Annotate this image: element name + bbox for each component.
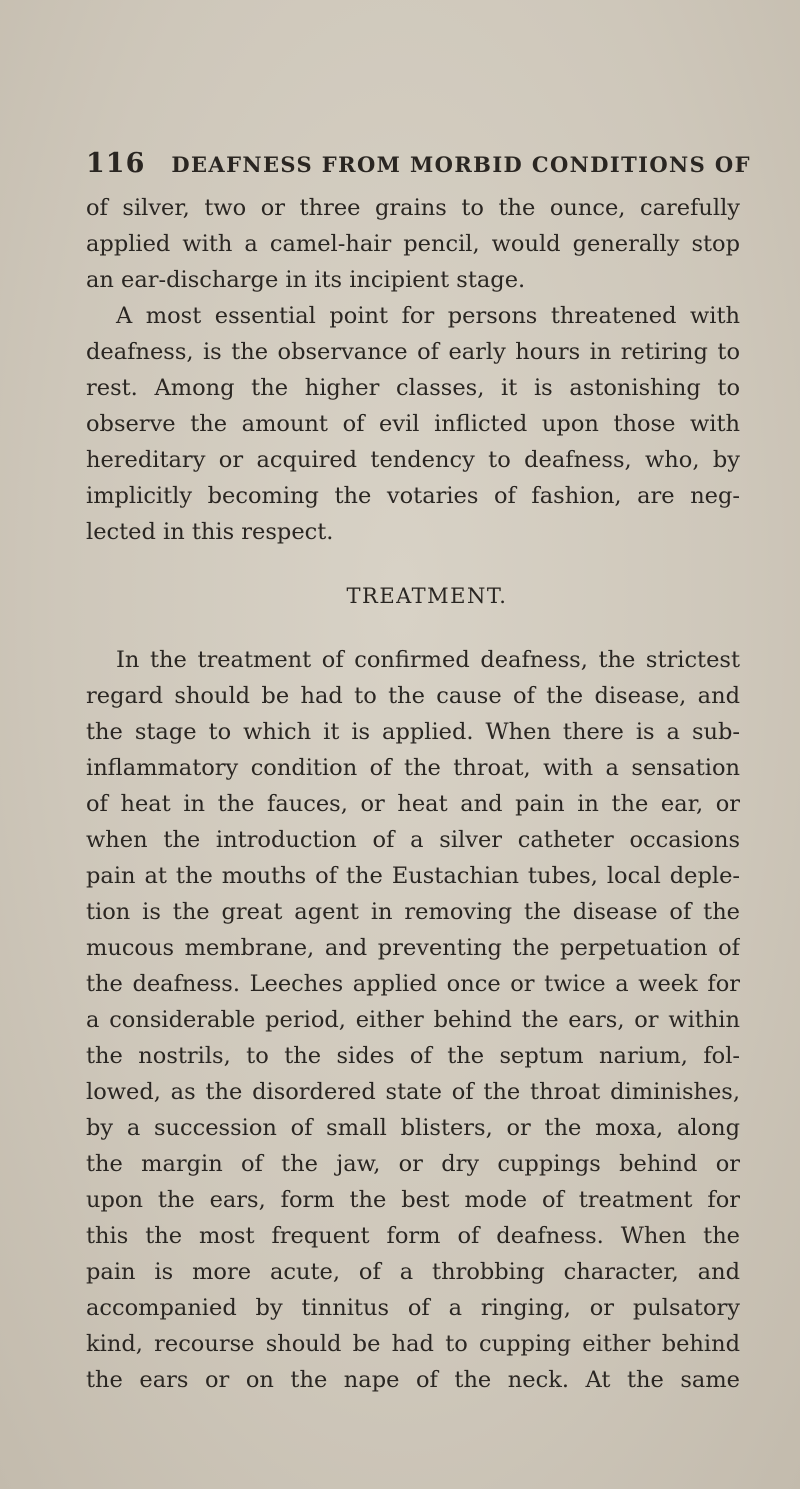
text-line: applied with a camel-hair pencil, would generally stop <box>86 231 740 257</box>
text-line: a considerable period, either behind the ears, or within <box>86 1007 740 1033</box>
text-line: deafness, is the observance of early hours in retiring to <box>86 339 740 365</box>
running-header <box>86 148 751 179</box>
running-title: DEAFNESS FROM MORBID CONDITIONS OF <box>171 152 751 177</box>
text-line: accompanied by tinnitus of a ringing, or pulsatory <box>86 1295 740 1321</box>
text-line: pain is more acute, of a throbbing character, and <box>86 1259 740 1285</box>
page-number: 116 <box>86 148 146 179</box>
text-line: regard should be had to the cause of the disease, and <box>86 683 740 709</box>
section-heading: TREATMENT. <box>346 584 508 608</box>
text-line: upon the ears, form the best mode of treatment for <box>86 1187 740 1213</box>
text-line: this the most frequent form of deafness. When the <box>86 1223 740 1249</box>
text-line: hereditary or acquired tendency to deafness, who, by <box>86 447 740 473</box>
text-line: observe the amount of evil inflicted upon those with <box>86 411 740 437</box>
text-line: the stage to which it is applied. When there is a sub- <box>86 719 740 745</box>
text-line: an ear-discharge in its incipient stage. <box>86 267 526 293</box>
text-line: the nostrils, to the sides of the septum narium, fol- <box>86 1043 740 1069</box>
text-line: tion is the great agent in removing the disease of the <box>86 899 740 925</box>
text-line: A most essential point for persons threatened with <box>116 303 740 329</box>
spacer <box>86 614 740 642</box>
text-line: when the introduction of a silver catheter occasions <box>86 827 740 853</box>
text-line: In the treatment of confirmed deafness, the strictest <box>116 647 740 673</box>
spacer <box>86 550 740 578</box>
text-line: implicitly becoming the votaries of fashion, are neg- <box>86 483 740 509</box>
text-line: the deafness. Leeches applied once or twice a week for <box>86 971 740 997</box>
text-line: pain at the mouths of the Eustachian tubes, local deple- <box>86 863 740 889</box>
text-line: kind, recourse should be had to cupping either behind <box>86 1331 740 1357</box>
text-line: lowed, as the disordered state of the throat diminishes, <box>86 1079 740 1105</box>
text-line: the ears or on the nape of the neck. At the same <box>86 1367 740 1393</box>
text-line: by a succession of small blisters, or the moxa, along <box>86 1115 740 1141</box>
text-line: of silver, two or three grains to the ounce, carefully <box>86 195 740 221</box>
text-line: inflammatory condition of the throat, with a sensation <box>86 755 740 781</box>
text-line: lected in this respect. <box>86 519 334 545</box>
page-body <box>86 190 740 1398</box>
text-line: the margin of the jaw, or dry cuppings behind or <box>86 1151 740 1177</box>
text-line: rest. Among the higher classes, it is astonishing to <box>86 375 740 401</box>
text-line: mucous membrane, and preventing the perpetuation of <box>86 935 740 961</box>
text-line: of heat in the fauces, or heat and pain in the ear, or <box>86 791 740 817</box>
